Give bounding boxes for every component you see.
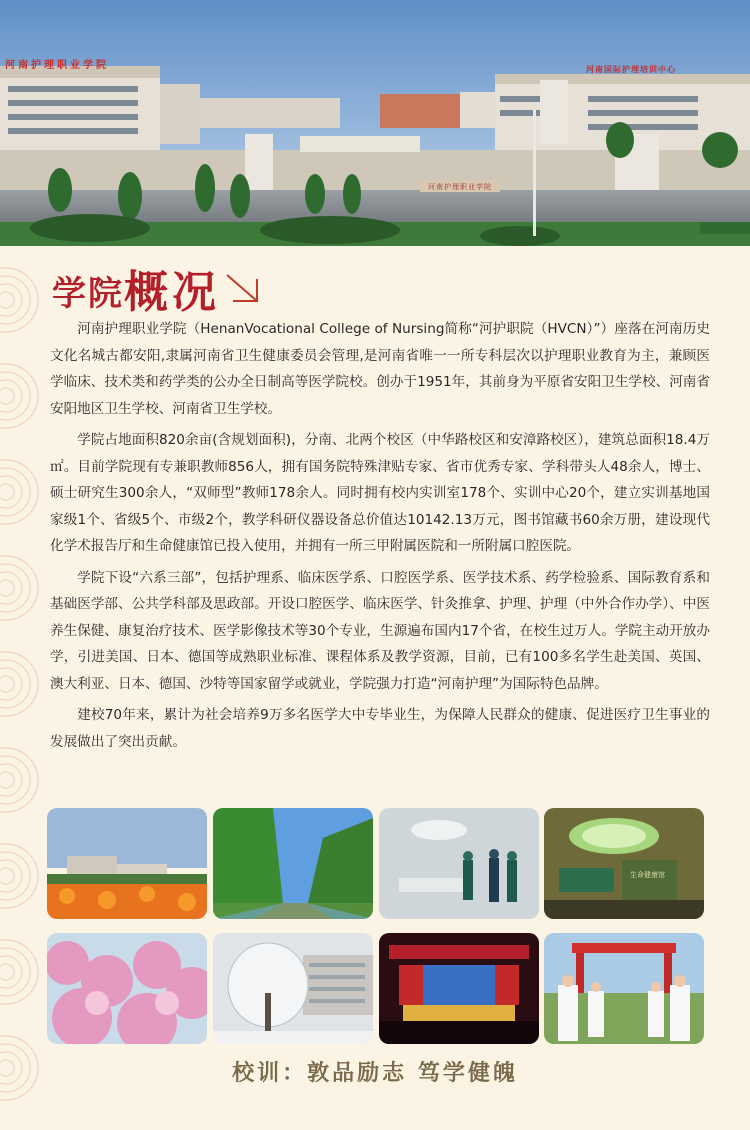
intro-body <box>50 316 710 760</box>
health-hall-sign: 生命健康馆 <box>630 871 665 879</box>
school-motto: 校训：敦品励志 笃学健魄 <box>232 1061 518 1086</box>
paragraph: 学院占地面积820余亩(含规划面积)，分南、北两个校区（中华路校区和安漳路校区），建筑总面积18.4万㎡。目前学院现有专兼职教师856人，拥有国务院特殊津贴专家、省市优秀专家、学科带头人48余人，博士、硕士研究生300余人，“双师型”教师178余人。同时拥有校内实训室178个、实训中心20个，建立实训基地国家级1个、省级5个、市级2个，教学科研仪器设备总价值达10142.13万元，图书馆藏书60余万册，建设现代化学术报告厅和生命健康馆已投入使用，并拥有一所三甲附属医院和一所附属口腔医院。 <box>50 432 710 554</box>
section-title-large: 概况 <box>124 267 220 318</box>
paragraph: 河南护理职业学院（HenanVocational College of Nursing简称“河护职院（HVCN）”）座落在河南历史文化名城古都安阳,隶属河南省卫生健康委员会管理,是河南省唯一一所专科层次以护理职业教育为主，兼顾医学临床、技术类和药学类的公办全日制高等医学院校。创办于1951年，其前身为平原省安阳卫生学校、河南省安阳地区卫生学校、河南省卫生学校。 <box>50 321 710 417</box>
photo-tree-avenue <box>213 808 373 919</box>
photo-surgery-training-room <box>379 808 539 919</box>
paragraph: 建校70年来，累计为社会培养9万多名医学大中专毕业生，为保障人民群众的健康、促进医疗卫生事业的发展做出了突出贡献。 <box>50 707 710 750</box>
paragraph: 学院下设“六系三部”，包括护理系、临床医学系、口腔医学系、医学技术系、药学检验系、国际教育系和基础医学部、公共学科部及思政部。开设口腔医学、临床医学、针灸推拿、护理、护理（中外合作办学）、中医养生保健、康复治疗技术、医学影像技术等30个专业，生源遍布国内17个省，在校生过万人。学院主动开放办学，引进美国、日本、德国等成熟职业标准、课程体系及教学资源，目前，已有100多名学生赴美国、英国、澳大利亚、日本、德国、沙特等国家留学或就业，学院强力打造“河南护理”为国际特色品牌。 <box>50 569 710 692</box>
photo-snow-willow <box>213 933 373 1044</box>
section-title <box>52 266 220 318</box>
gate-sign: 河南护理职业学院 <box>428 183 492 191</box>
building-sign-right: 河南国际护理培训中心 <box>586 65 676 74</box>
hero-campus-photo <box>0 0 750 246</box>
building-sign-left: 河南护理职业学院 <box>5 60 109 71</box>
section-title-small: 学院 <box>52 274 124 314</box>
photo-stage-performance <box>379 933 539 1044</box>
photo-nursing-students <box>544 933 704 1044</box>
photo-life-health-hall <box>544 808 704 919</box>
photo-peach-blossoms <box>47 933 207 1044</box>
diagonal-arrow-icon <box>223 271 263 305</box>
photo-campus-flowers <box>47 808 207 919</box>
